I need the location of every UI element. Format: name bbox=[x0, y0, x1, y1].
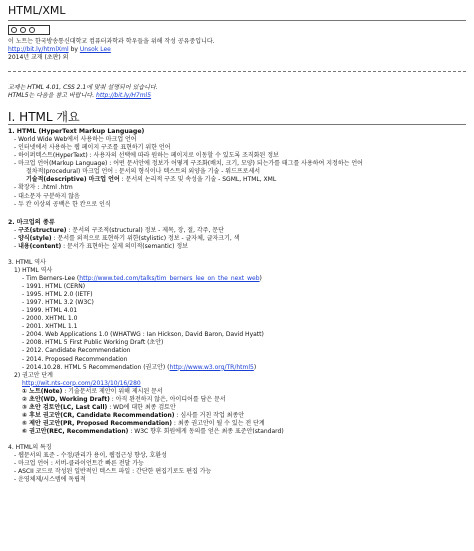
nc-icon bbox=[29, 27, 35, 33]
notice-line-2 bbox=[8, 92, 151, 100]
s4-heading: 4. HTML의 특징 bbox=[8, 444, 52, 451]
s3-heading: 3. HTML 역사 bbox=[8, 258, 46, 266]
s1-heading: 1. HTML (HyperText Markup Language) bbox=[8, 128, 145, 135]
s2-heading: 2. 마크업의 종류 bbox=[8, 218, 55, 226]
stage-item bbox=[8, 396, 466, 404]
s4-line: - 웹문서의 표준 - 수정/관리가 용이, 웹접근성 향상, 호환성 bbox=[14, 452, 167, 460]
stage-term: ① 노트(Note) bbox=[22, 387, 63, 395]
s2-desc: : 문서를 외적으로 표현하기 위한(stylistic) 정보 - 글자체, 글자크기, 색 bbox=[51, 234, 240, 242]
stage-item bbox=[8, 404, 466, 412]
html5-link[interactable]: http://bit.ly/H7ml5 bbox=[96, 92, 152, 99]
stage-desc: : 심사를 거친 작업 최종안 bbox=[174, 411, 245, 419]
history-item: - 2001. XHTML 1.1 bbox=[22, 323, 78, 331]
stage-term: ⑥ 권고안(REC, Recommendation) bbox=[22, 427, 129, 435]
s1-line: - World Wide Web에서 사용하는 마크업 언어 bbox=[14, 136, 137, 144]
rec-line bbox=[8, 364, 466, 372]
stage-term: ④ 후보 권고안(CR, Candidate Recommendation) bbox=[22, 411, 175, 419]
stage-desc: : WD에 대한 최종 검토안 bbox=[107, 403, 176, 411]
rec-prefix: - 2014.10.28. HTML 5 Recommendation (권고안) ( bbox=[22, 363, 170, 371]
rec-suffix: ) bbox=[253, 363, 257, 371]
w3c-html5-link[interactable]: http://www.w3.org/TR/html5 bbox=[169, 363, 254, 371]
descriptive-desc: : 문서의 논리적 구조 및 속성을 기술 - SGML, HTML, XML bbox=[119, 176, 277, 184]
history-item: - 2008. HTML 5 First Public Working Draft (초안) bbox=[22, 339, 164, 347]
notice-prefix: HTML5는 다음을 참고 바랍니다. bbox=[8, 92, 97, 99]
notice-line-1: 교재는 HTML 4.01, CSS 2.1에 맞춰 설명되어 있습니다. bbox=[8, 84, 158, 91]
short-link-line bbox=[8, 46, 111, 54]
cc-icon bbox=[11, 27, 17, 33]
edition-text: 2014년 교재 (초판) 외 bbox=[8, 54, 69, 61]
descriptive-term: 기술적(descriptive) 마크업 언어 bbox=[26, 176, 120, 184]
s4-line: - ASCII 코드로 작성된 일반적인 텍스트 파일 : 간단한 편집기로도 편집 가능 bbox=[14, 468, 212, 476]
history-item: - 1995. HTML 2.0 (IETF) bbox=[22, 291, 93, 299]
history-item: - 1997. HTML 3.2 (W3C) bbox=[22, 299, 94, 307]
s2-desc: : 문서가 표현하는 실제 의미적(semantic) 정보 bbox=[61, 242, 188, 250]
stage-term: ③ 초안 검토안(LC, Last Call) bbox=[22, 403, 108, 411]
stage-desc: : 최종 권고안이 될 수 있는 전 단계 bbox=[172, 419, 265, 427]
stage-term: ② 초안(WD, Working Draft) bbox=[22, 395, 110, 403]
stage-item bbox=[8, 420, 466, 428]
history-item: - 1991. HTML (CERN) bbox=[22, 283, 86, 291]
short-link[interactable]: http://bit.ly/htmlXml bbox=[8, 46, 69, 53]
stage-desc: : W3C 향후 회원에게 동의를 얻은 최종 표준안(standard) bbox=[128, 427, 284, 435]
history-item: - 1999. HTML 4.01 bbox=[22, 307, 78, 315]
s2-item: - 내용(content) : 문서가 표현하는 실제 의미적(semantic) 정보 bbox=[14, 242, 188, 250]
stage-term: ⑤ 제안 권고안(PR, Proposed Recommendation) bbox=[22, 419, 173, 427]
stage-item bbox=[8, 428, 466, 436]
s2-item: - 양식(style) : 문서를 외적으로 표현하기 위한(stylistic) 정보 - 글자체, 글자크기, 색 bbox=[14, 234, 240, 242]
s4-line: - 마크업 언어 : 서버-클라이언트간 빠른 전달 가능 bbox=[14, 460, 144, 468]
stage-item bbox=[8, 388, 466, 396]
stage-item bbox=[8, 412, 466, 420]
notice-divider bbox=[8, 71, 466, 72]
license-text: 이 노트는 한국방송통신대학교 컴퓨터과학과 학우들을 위해 작성 공유중입니다. bbox=[8, 38, 215, 45]
author-link[interactable]: Unsok Lee bbox=[79, 46, 111, 53]
history-item: - 2012. Candidate Recommendation bbox=[22, 347, 131, 355]
s1-line: - 두 칸 이상의 공백은 한 칸으로 인식 bbox=[14, 200, 111, 208]
s2-desc: : 문서의 구조적(structural) 정보 - 제목, 장, 절, 각주, 문단 bbox=[66, 226, 224, 234]
by-label: by bbox=[70, 46, 78, 53]
s2-term: 구조(structure) bbox=[18, 226, 67, 234]
s1-line: - 하이퍼텍스트(HyperText) : 사용자의 선택에 따라 원하는 페이지로 이동할 수 있도록 조직화된 정보 bbox=[14, 152, 279, 160]
title-divider bbox=[8, 20, 466, 21]
stage-link-line bbox=[8, 380, 466, 388]
s1-line: - 마크업 언어(Markup Language) : 어떤 문서안에 정보가 어떻게 구조화(배치, 크기, 모양) 되는가를 태그를 사용하여 지정하는 언어 bbox=[14, 160, 363, 168]
main-content bbox=[8, 126, 466, 484]
section-title: I. HTML 개요 bbox=[8, 110, 80, 124]
s1-line: - 인터넷에서 사용하는 웹 페이지 구조를 표현하기 위한 언어 bbox=[14, 144, 171, 152]
s3-sub2: 2) 권고안 단계 bbox=[14, 371, 53, 379]
s2-item: - 구조(structure) : 문서의 구조적(structural) 정보 - 제목, 장, 절, 각주, 문단 bbox=[14, 226, 224, 234]
stage-desc: : 아직 완전하지 않은, 아이디어를 담은 문서 bbox=[109, 395, 226, 403]
history-item: - 2000. XHTML 1.0 bbox=[22, 315, 78, 323]
by-icon bbox=[20, 27, 26, 33]
section-divider bbox=[8, 124, 466, 125]
history-item: - 2004. Web Applications 1.0 (WHATWG : Ian Hickson, David Baron, David Hyatt) bbox=[22, 331, 264, 339]
s2-term: 내용(content) bbox=[18, 242, 62, 250]
tbl-line bbox=[8, 275, 466, 283]
cc-license-badge[interactable] bbox=[8, 25, 50, 35]
stage-desc: : 기술문서로 제안이 위해 제시된 문서 bbox=[62, 387, 163, 395]
s1-line: 절차적(procedural) 마크업 언어 : 문서의 형식이나 텍스트의 외양을 기술 - 워드프로세서 bbox=[26, 168, 261, 176]
stage-link[interactable]: http://wit.nts-corp.com/2013/10/16/280 bbox=[22, 379, 141, 387]
history-item: - 2014. Proposed Recommendation bbox=[22, 355, 128, 363]
ted-talk-link[interactable]: http://www.ted.com/talks/tim_berners_lee_on_the_next_web bbox=[79, 275, 260, 283]
document-title: HTML/XML bbox=[8, 4, 66, 17]
s4-line: - 운영체제/시스템에 독립적 bbox=[14, 476, 86, 484]
s1-line-descriptive bbox=[8, 176, 466, 184]
s2-term: 양식(style) bbox=[18, 234, 52, 242]
s3-sub1: 1) HTML 역사 bbox=[14, 267, 53, 275]
tbl-suffix: ) bbox=[259, 275, 262, 283]
s1-line: - 대소문자 구분하지 않음 bbox=[14, 192, 80, 200]
tbl-prefix: - Tim Berners-Lee ( bbox=[22, 275, 80, 283]
s1-line: - 확장자 : .html .htm bbox=[14, 184, 73, 192]
